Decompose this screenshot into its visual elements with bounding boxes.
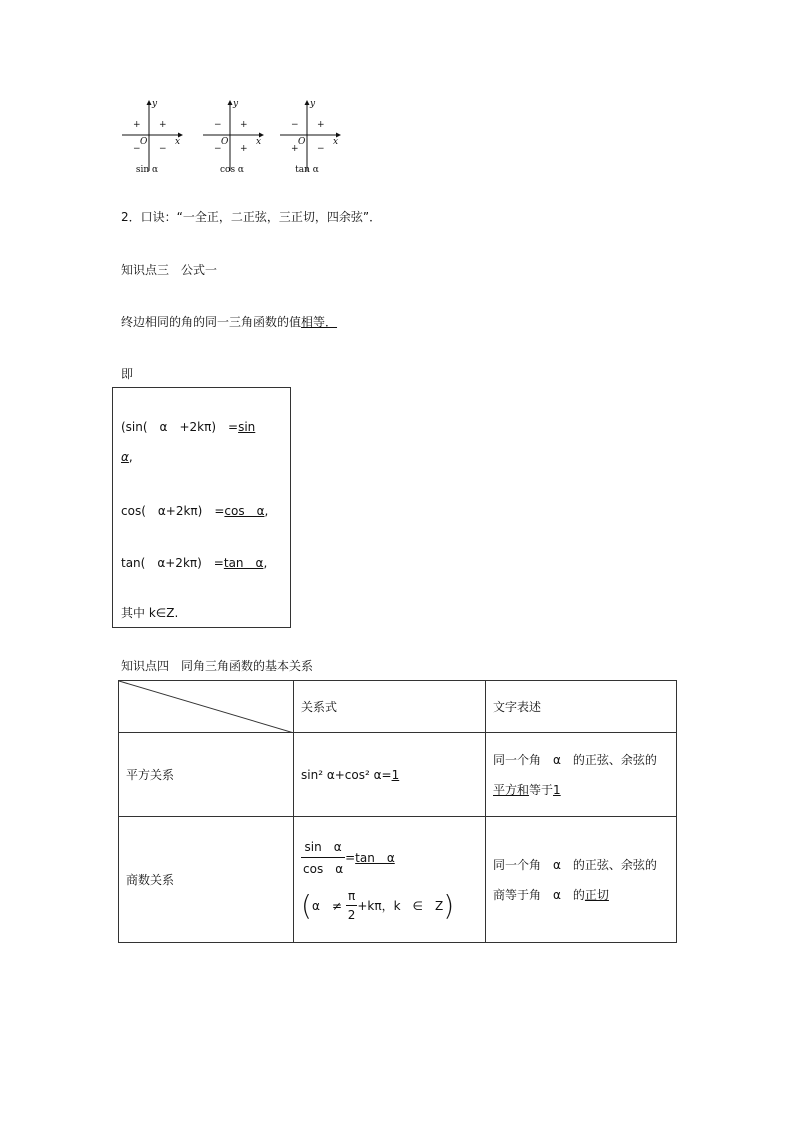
fraction-numerator: sin α bbox=[301, 838, 345, 858]
quotient-text-answer: 正切 bbox=[584, 887, 609, 902]
square-text-line1: 同一个角 α 的正弦、余弦的 bbox=[493, 752, 657, 767]
equals-sign: = bbox=[345, 850, 356, 864]
kp3-heading: 知识点三 公式一 bbox=[121, 263, 218, 277]
formula-one-box bbox=[112, 387, 291, 628]
diagonal-header-cell bbox=[119, 681, 294, 733]
table-row bbox=[119, 817, 677, 943]
tan-formula-answer: tan α bbox=[223, 556, 264, 570]
quotient-text-prefix: 商等于角 α 的 bbox=[493, 887, 585, 902]
k-condition-row: 其中 k∈Z. bbox=[121, 606, 179, 620]
y-axis-label: y bbox=[233, 99, 239, 109]
square-text-mid: 等于 bbox=[529, 782, 554, 797]
statement-answer: 相等． bbox=[301, 315, 338, 329]
x-axis-label: x bbox=[333, 137, 339, 147]
quadrant-1-sign: + bbox=[240, 120, 248, 130]
x-axis-label: x bbox=[256, 137, 262, 147]
quadrant-3-sign: − bbox=[214, 144, 222, 154]
quadrant-3-sign: + bbox=[291, 144, 299, 154]
left-paren: ( bbox=[301, 888, 312, 922]
quadrant-2-sign: − bbox=[214, 120, 222, 130]
diagram-caption: cos α bbox=[219, 165, 245, 175]
condition-suffix: +kπ，k ∈ Z bbox=[357, 898, 444, 913]
condition-text: α ≠ bbox=[311, 898, 342, 913]
statement-text: 终边相同的角的同一三角函数的值 bbox=[121, 315, 302, 329]
quotient-formula-cell bbox=[294, 817, 486, 943]
quotient-relation-name: 商数关系 bbox=[119, 817, 294, 943]
cos-formula-row bbox=[121, 502, 268, 519]
kp4-heading: 知识点四 同角三角函数的基本关系 bbox=[121, 659, 314, 673]
quotient-text-cell bbox=[486, 817, 677, 943]
fraction-denominator: cos α bbox=[303, 861, 344, 876]
square-text-answer: 平方和 bbox=[493, 782, 530, 797]
origin-label: O bbox=[221, 137, 229, 147]
square-text-cell bbox=[486, 733, 677, 817]
square-formula-answer: 1 bbox=[391, 767, 400, 782]
quotient-condition bbox=[301, 889, 478, 922]
square-relation-name: 平方关系 bbox=[119, 733, 294, 817]
square-formula-cell bbox=[294, 733, 486, 817]
quadrant-3-sign: − bbox=[133, 144, 141, 154]
quadrant-4-sign: + bbox=[240, 144, 248, 154]
diagonal-line bbox=[119, 681, 294, 733]
square-text-line2 bbox=[493, 775, 669, 805]
right-paren: ) bbox=[443, 888, 455, 922]
sin-formula-row-cont bbox=[121, 450, 133, 464]
square-text-answer-2: 1 bbox=[553, 782, 561, 797]
quotient-formula bbox=[301, 838, 478, 877]
relations-table bbox=[118, 680, 677, 943]
origin-label: O bbox=[140, 137, 148, 147]
sin-formula-row bbox=[121, 418, 255, 435]
sin-sign-diagram bbox=[118, 97, 184, 179]
quadrant-1-sign: + bbox=[317, 120, 325, 130]
x-axis-label: x bbox=[175, 137, 181, 147]
row-comma: , bbox=[128, 450, 133, 464]
diagram-caption: sin α bbox=[135, 165, 159, 175]
y-axis-label: y bbox=[152, 99, 158, 109]
mnemonic-line: 2．口诀：“一全正，二正弦，三正切，四余弦”． bbox=[121, 210, 382, 224]
axes-graphic bbox=[199, 97, 265, 163]
quotient-text-line1: 同一个角 α 的正弦、余弦的 bbox=[493, 857, 657, 872]
cos-sign-diagram bbox=[199, 97, 265, 179]
sin-formula-answer-alpha: α bbox=[121, 450, 129, 464]
row-comma: , bbox=[264, 504, 269, 518]
square-formula-text: sin² α+cos² α= bbox=[301, 767, 392, 782]
pi-over-two-fraction bbox=[346, 889, 358, 922]
quadrant-1-sign: + bbox=[159, 120, 167, 130]
row-comma: , bbox=[263, 556, 268, 570]
text-header: 文字表述 bbox=[486, 681, 677, 733]
sin-over-cos-fraction bbox=[301, 838, 345, 877]
quadrant-4-sign: − bbox=[317, 144, 325, 154]
quadrant-4-sign: − bbox=[159, 144, 167, 154]
quotient-formula-answer: tan α bbox=[355, 850, 395, 865]
cos-formula-answer: cos α bbox=[224, 504, 265, 518]
sin-formula-text: (sin( α +2kπ) = bbox=[121, 420, 239, 434]
tan-formula-text: tan( α+2kπ) = bbox=[121, 556, 224, 570]
tan-sign-diagram bbox=[276, 97, 342, 179]
quotient-text-line2 bbox=[493, 880, 669, 910]
kp3-statement bbox=[121, 313, 337, 330]
origin-label: O bbox=[298, 137, 306, 147]
ji-label: 即 bbox=[121, 367, 134, 381]
y-axis-label: y bbox=[310, 99, 316, 109]
quadrant-2-sign: − bbox=[291, 120, 299, 130]
fraction-denominator: 2 bbox=[347, 907, 356, 922]
table-row bbox=[119, 733, 677, 817]
axes-graphic bbox=[276, 97, 342, 163]
cos-formula-text: cos( α+2kπ) = bbox=[121, 504, 225, 518]
axes-graphic bbox=[118, 97, 184, 163]
formula-header: 关系式 bbox=[294, 681, 486, 733]
fraction-numerator: π bbox=[346, 889, 358, 906]
quadrant-2-sign: + bbox=[133, 120, 141, 130]
tan-formula-row bbox=[121, 554, 267, 571]
diagram-caption: tan α bbox=[295, 165, 319, 175]
table-header-row bbox=[119, 681, 677, 733]
sin-formula-answer: sin bbox=[238, 420, 256, 434]
